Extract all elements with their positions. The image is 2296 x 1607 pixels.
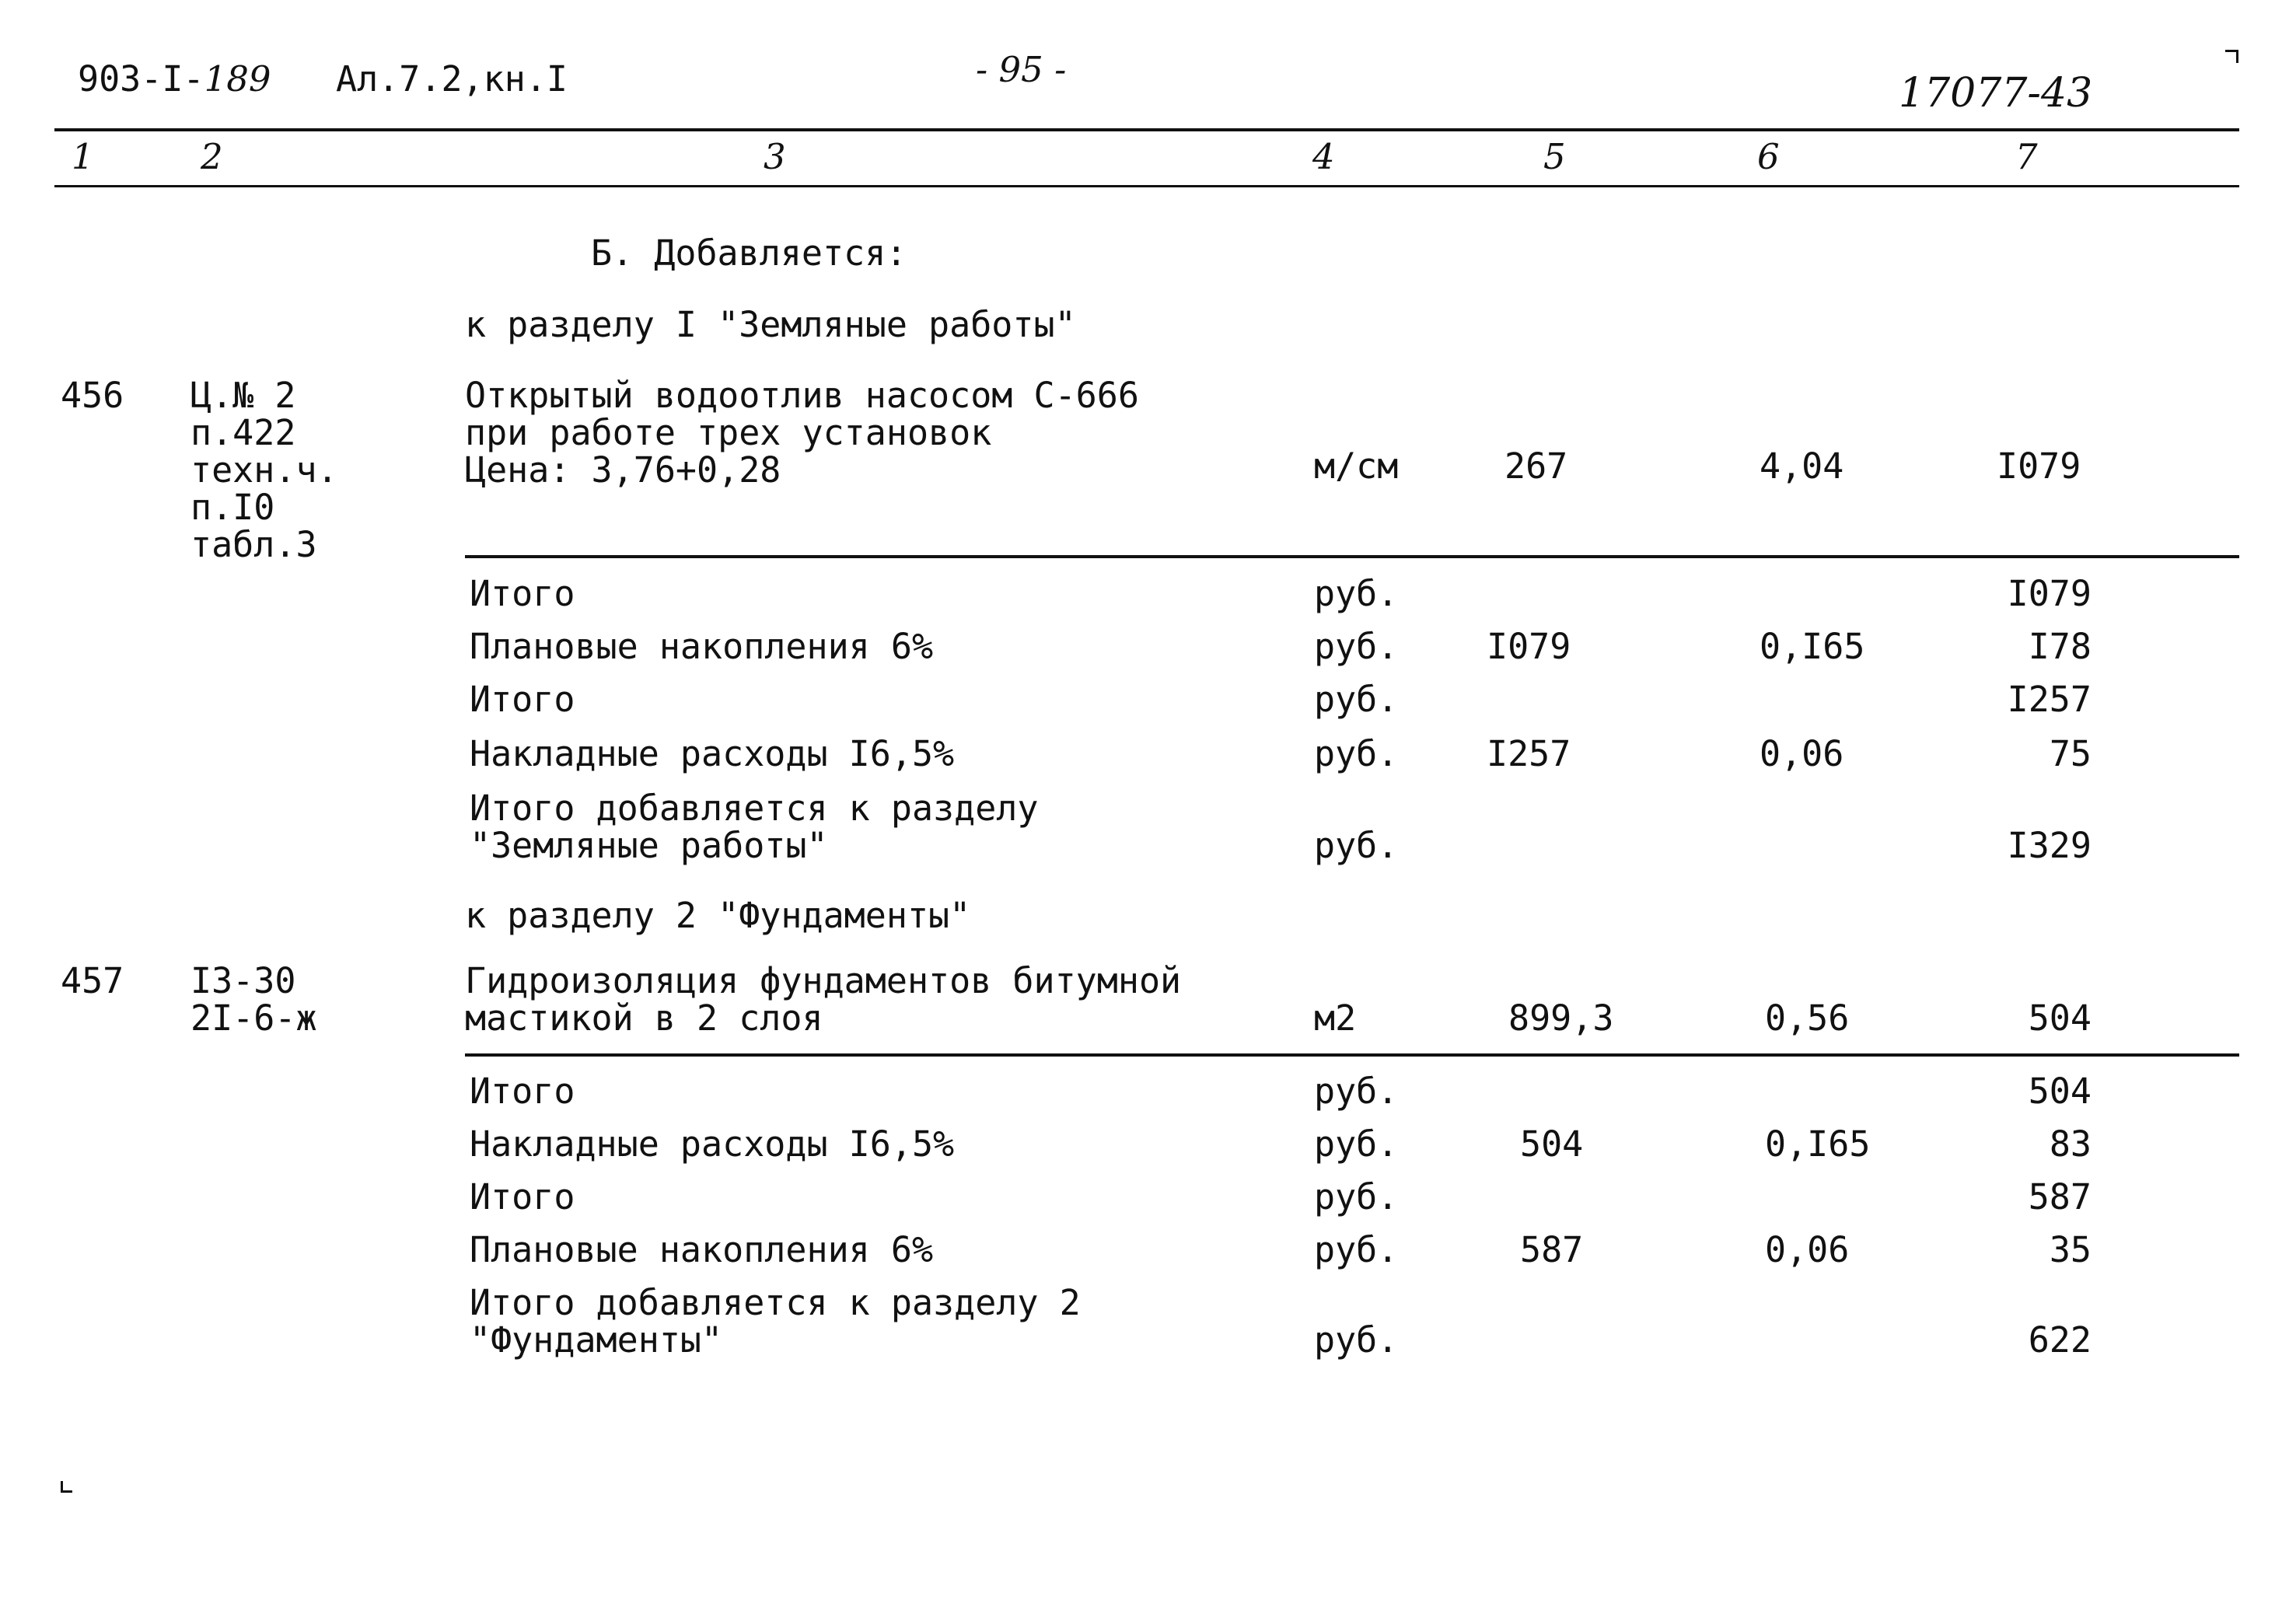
summary-label: Плановые накопления 6% bbox=[470, 626, 934, 667]
summary-unit: руб. bbox=[1314, 733, 1399, 774]
summary-rate: 0,06 bbox=[1765, 1229, 1850, 1270]
item-number: 457 bbox=[61, 960, 124, 1001]
summary-unit: руб. bbox=[1314, 1176, 1399, 1217]
item-price: 0,56 bbox=[1765, 997, 1850, 1039]
summary-value: I079 bbox=[2007, 573, 2092, 614]
summary-unit: руб. bbox=[1314, 679, 1399, 720]
summary-value: 75 bbox=[2049, 733, 2092, 774]
column-number-7: 7 bbox=[2015, 136, 2038, 177]
item-rule bbox=[465, 555, 2239, 558]
item-description: Открытый водоотлив насосом С-666 при работе трех установок Цена: 3,76+0,28 bbox=[465, 375, 1139, 491]
summary-unit: руб. bbox=[1314, 825, 1399, 866]
corner-mark-top bbox=[2225, 50, 2238, 63]
summary-unit: руб. bbox=[1314, 1229, 1399, 1270]
section-title: Б. Добавляется: bbox=[591, 232, 907, 274]
document-code bbox=[78, 58, 271, 100]
summary-value: 83 bbox=[2049, 1123, 2092, 1165]
summary-label: Итого добавляется к разделу "Земляные работы" bbox=[470, 788, 1039, 866]
document-code-prefix: 903-I- bbox=[78, 58, 204, 100]
summary-label: Итого bbox=[470, 1071, 575, 1112]
summary-value: 504 bbox=[2028, 1071, 2092, 1112]
summary-label: Накладные расходы I6,5% bbox=[470, 733, 955, 774]
summary-base: I257 bbox=[1487, 733, 1571, 774]
summary-unit: руб. bbox=[1314, 626, 1399, 667]
item-total: I079 bbox=[1997, 445, 2081, 487]
item-description: Гидроизоляция фундаментов битумной мастикой в 2 слоя bbox=[465, 960, 1182, 1039]
summary-rate: 0,I65 bbox=[1760, 626, 1865, 667]
summary-unit: руб. bbox=[1314, 1123, 1399, 1165]
section-heading: к разделу I "Земляные работы" bbox=[465, 304, 1076, 345]
item-number: 456 bbox=[61, 375, 124, 416]
column-number-4: 4 bbox=[1312, 136, 1335, 177]
item-total: 504 bbox=[2028, 997, 2092, 1039]
summary-label: Накладные расходы I6,5% bbox=[470, 1123, 955, 1165]
summary-rate: 0,06 bbox=[1760, 733, 1844, 774]
document-code-handwritten: 189 bbox=[204, 58, 271, 100]
summary-value: I257 bbox=[2007, 679, 2092, 720]
item-quantity: 899,3 bbox=[1508, 997, 1614, 1039]
item-price: 4,04 bbox=[1760, 445, 1844, 487]
column-number-3: 3 bbox=[764, 136, 786, 177]
summary-label: Итого bbox=[470, 573, 575, 614]
column-number-6: 6 bbox=[1757, 136, 1780, 177]
section-heading: к разделу 2 "Фундаменты" bbox=[465, 895, 971, 936]
summary-value: 622 bbox=[2028, 1319, 2092, 1361]
item-reference: I3-30 2I-6-ж bbox=[190, 960, 317, 1039]
item-quantity: 267 bbox=[1504, 445, 1568, 487]
column-number-2: 2 bbox=[201, 136, 223, 177]
header-rule-bottom bbox=[54, 185, 2239, 187]
summary-value: I78 bbox=[2028, 626, 2092, 667]
summary-label: Итого bbox=[470, 1176, 575, 1217]
summary-value: 587 bbox=[2028, 1176, 2092, 1217]
corner-mark-bottom bbox=[61, 1481, 72, 1493]
item-rule bbox=[465, 1053, 2239, 1057]
summary-value: I329 bbox=[2007, 825, 2092, 866]
archive-stamp: 17077-43 bbox=[1899, 70, 2093, 117]
summary-unit: руб. bbox=[1314, 1319, 1399, 1361]
summary-label: Итого bbox=[470, 679, 575, 720]
item-reference: Ц.№ 2 п.422 техн.ч. п.I0 табл.3 bbox=[190, 375, 338, 565]
summary-label: Плановые накопления 6% bbox=[470, 1229, 934, 1270]
album-reference: Ал.7.2,кн.I bbox=[336, 58, 568, 100]
summary-value: 35 bbox=[2049, 1229, 2092, 1270]
summary-base: 587 bbox=[1520, 1229, 1584, 1270]
summary-rate: 0,I65 bbox=[1765, 1123, 1871, 1165]
summary-base: 504 bbox=[1520, 1123, 1584, 1165]
summary-unit: руб. bbox=[1314, 573, 1399, 614]
item-unit: м2 bbox=[1314, 997, 1357, 1039]
item-unit: м/см bbox=[1314, 445, 1399, 487]
summary-label: Итого добавляется к разделу 2 "Фундаменты" bbox=[470, 1282, 1081, 1361]
column-number-5: 5 bbox=[1543, 136, 1566, 177]
page-number: - 95 - bbox=[976, 49, 1067, 90]
summary-unit: руб. bbox=[1314, 1071, 1399, 1112]
column-number-1: 1 bbox=[72, 136, 94, 177]
header-rule-top bbox=[54, 128, 2239, 131]
summary-base: I079 bbox=[1487, 626, 1571, 667]
